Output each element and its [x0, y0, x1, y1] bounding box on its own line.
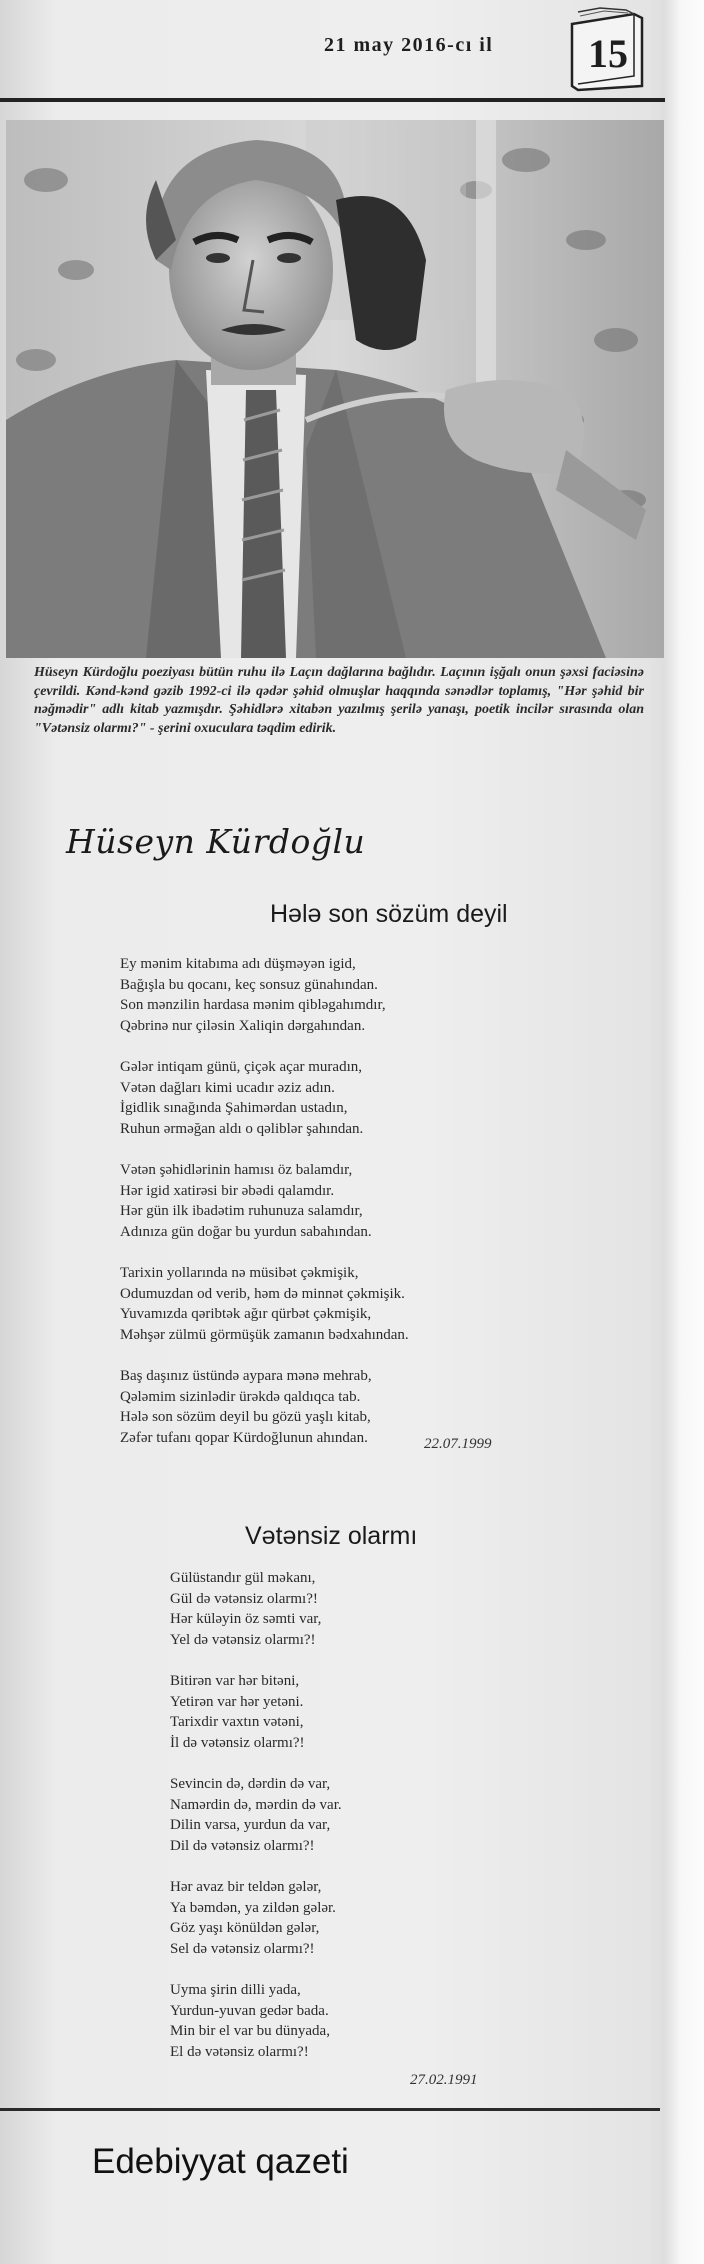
footer-rule — [0, 2108, 660, 2111]
stanza — [170, 1980, 342, 2062]
poem-1-date: 22.07.1999 — [424, 1436, 492, 1452]
poem-1-body — [120, 954, 409, 1469]
poem-line: Gələr intiqam günü, çiçək açar muradın, — [120, 1059, 362, 1075]
poem-line: Ya bəmdən, ya zildən gələr. — [170, 1899, 336, 1916]
poem-line: Ruhun ərməğan aldı o qəliblər şahından. — [120, 1120, 364, 1137]
stanza — [120, 1057, 409, 1139]
poem-line: Bağışla bu qocanı, keç sonsuz günahından. — [120, 976, 378, 993]
poem-line: Vətən şəhidlərinin hamısı öz balamdır, — [120, 1162, 353, 1178]
poem-line: Yel də vətənsiz olarmı?! — [170, 1631, 316, 1648]
poem-line: Dilin varsa, yurdun da var, — [170, 1817, 331, 1833]
header-rule — [0, 98, 665, 102]
poem-line: Gül də vətənsiz olarmı?! — [170, 1590, 318, 1607]
page-number: 15 — [588, 31, 628, 76]
stanza — [170, 1568, 342, 1650]
poem-line: Yurdun-yuvan gedər bada. — [170, 2002, 329, 2019]
photo-caption: Hüseyn Kürdoğlu poeziyası bütün ruhu ilə Laçın dağlarına bağlıdır. Laçının işğalı onun şəxsi faciəsinə çevrildi. Kənd-kənd gəzib 1992-ci ilə qədər şəhid olmuşlar haqqında sənədlər toplamış, "Hər şəhid bir nəğmədir" adlı kitab yazmışdır. Şəhidlərə xitabən yazılmış şerilə yanaşı, poetik incilər sırasında olan "Vətənsiz olarmı?" - şerini oxuculara təqdim edirik. — [34, 665, 644, 736]
poem-line: Adınıza gün doğar bu yurdun sabahından. — [120, 1223, 372, 1240]
stanza — [120, 1160, 409, 1242]
poem-line: İgidlik sınağında Şahimərdan ustadın, — [120, 1100, 348, 1116]
stanza — [120, 1366, 409, 1448]
poem-line: El də vətənsiz olarmı?! — [170, 2043, 309, 2060]
poem-line: Hər gün ilk ibadətim ruhunuza salamdır, — [120, 1203, 363, 1219]
page-edge — [664, 0, 704, 2264]
poem-line: Son mənzilin hardasa mənim qibləgahımdır, — [120, 997, 386, 1013]
poem-title-1: Hələ son sözüm deyil — [270, 900, 508, 928]
poem-line: Gülüstandır gül məkanı, — [170, 1570, 316, 1586]
poem-line: Bitirən var hər bitəni, — [170, 1673, 300, 1689]
poem-line: Namərdin də, mərdin də var. — [170, 1796, 342, 1813]
stanza — [170, 1774, 342, 1856]
portrait-photo — [6, 120, 664, 658]
poem-2-date: 27.02.1991 — [410, 2072, 478, 2088]
poem-line: Yuvamızda qəribtək ağır qürbət çəkmişik, — [120, 1306, 372, 1322]
poem-line: Baş daşınız üstündə aypara mənə mehrab, — [120, 1368, 372, 1384]
poem-line: Hər avaz bir teldən gələr, — [170, 1879, 322, 1895]
poem-title-2: Vətənsiz olarmı — [245, 1522, 418, 1550]
source-label: Edebiyyat qazeti — [92, 2142, 349, 2181]
poem-line: Sel də vətənsiz olarmı?! — [170, 1940, 315, 1957]
poem-line: Hələ son sözüm deyil bu gözü yaşlı kitab, — [120, 1409, 371, 1425]
poem-line: Hər igid xatirəsi bir əbədi qalamdır. — [120, 1182, 335, 1199]
stanza — [120, 954, 409, 1036]
poem-line: Tarixdir vaxtın vətəni, — [170, 1714, 304, 1730]
poem-line: Sevincin də, dərdin də var, — [170, 1776, 331, 1792]
poem-line: Qələmim sizinlədir ürəkdə qaldıqca tab. — [120, 1388, 361, 1405]
poem-line: Dil də vətənsiz olarmı?! — [170, 1837, 315, 1854]
poem-line: Vətən dağları kimi ucadır əziz adın. — [120, 1079, 335, 1096]
poem-line: Ey mənim kitabıma adı düşməyən igid, — [120, 956, 356, 972]
stanza — [170, 1877, 342, 1959]
author-name: Hüseyn Kürdoğlu — [66, 822, 366, 861]
poem-line: Qəbrinə nur çiləsin Xaliqin dərgahından. — [120, 1017, 366, 1034]
portrait-image — [6, 120, 664, 658]
poem-2-body — [170, 1568, 342, 2083]
poem-line: İl də vətənsiz olarmı?! — [170, 1734, 305, 1751]
stanza — [120, 1263, 409, 1345]
poem-line: Uyma şirin dilli yada, — [170, 1982, 301, 1998]
poem-line: Min bir el var bu dünyada, — [170, 2023, 330, 2039]
poem-line: Hər küləyin öz səmti var, — [170, 1611, 322, 1627]
stanza — [170, 1671, 342, 1753]
poem-line: Tarixin yollarında nə müsibət çəkmişik, — [120, 1265, 359, 1281]
poem-line: Odumuzdan od verib, həm də minnət çəkmişik. — [120, 1285, 405, 1302]
poem-line: Göz yaşı könüldən gələr, — [170, 1920, 320, 1936]
poem-line: Zəfər tufanı qopar Kürdoğlunun ahından. — [120, 1429, 368, 1446]
poem-line: Yetirən var hər yetəni. — [170, 1693, 304, 1710]
issue-date: 21 may 2016-cı il — [324, 34, 494, 56]
poem-line: Məhşər zülmü görmüşük zamanın bədxahından. — [120, 1326, 409, 1343]
